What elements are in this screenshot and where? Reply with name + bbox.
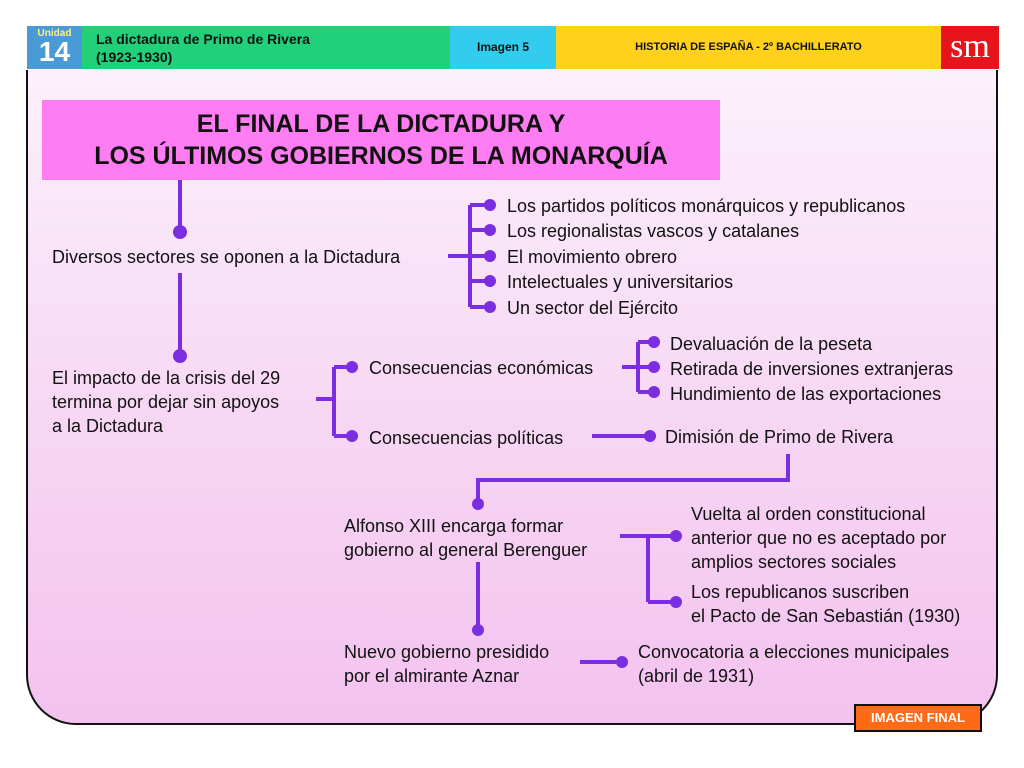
berenguer-result2-line2: el Pacto de San Sebastián (1930) bbox=[691, 606, 961, 626]
aznar-line1: Nuevo gobierno presidido bbox=[344, 642, 550, 662]
image-label: Imagen 5 bbox=[476, 40, 530, 54]
berenguer-result1-line3: amplios sectores sociales bbox=[691, 552, 897, 572]
main-title-line2: LOS ÚLTIMOS GOBIERNOS DE LA MONARQUÍA bbox=[94, 142, 668, 170]
main-title bbox=[42, 108, 720, 172]
dot-elecciones bbox=[616, 656, 628, 668]
dot-op-2 bbox=[484, 224, 496, 236]
dot-op-1 bbox=[484, 199, 496, 211]
elecciones-line2: (abril de 1931) bbox=[638, 666, 755, 686]
main-title-line1: EL FINAL DE LA DICTADURA Y bbox=[196, 110, 566, 138]
crisis-line1: El impacto de la crisis del 29 bbox=[52, 368, 281, 388]
dot-op-3 bbox=[484, 250, 496, 262]
dot-eco-1 bbox=[648, 336, 660, 348]
dot-eco-3 bbox=[648, 386, 660, 398]
dot-opposition bbox=[173, 225, 187, 239]
berenguer-result1-line2: anterior que no es aceptado por bbox=[691, 528, 947, 548]
dot-berenguer bbox=[472, 498, 484, 510]
dot-dimision bbox=[644, 430, 656, 442]
dimision-label: Dimisión de Primo de Rivera bbox=[665, 427, 894, 447]
berenguer-line1: Alfonso XIII encarga formar bbox=[344, 516, 564, 536]
unit-label: Unidad bbox=[37, 28, 72, 39]
final-image-button[interactable]: IMAGEN FINAL bbox=[854, 704, 982, 732]
opposition-item: Un sector del Ejército bbox=[507, 298, 679, 318]
economic-item: Retirada de inversiones extranjeras bbox=[670, 359, 954, 379]
connector-dimision-berenguer bbox=[478, 454, 788, 500]
dot-ber-2 bbox=[670, 596, 682, 608]
economic-item: Devaluación de la peseta bbox=[670, 334, 873, 354]
berenguer-line2: gobierno al general Berenguer bbox=[344, 540, 588, 560]
dot-crisis bbox=[173, 349, 187, 363]
header-title-line1: La dictadura de Primo de Rivera bbox=[96, 31, 310, 47]
dot-aznar bbox=[472, 624, 484, 636]
dot-op-4 bbox=[484, 275, 496, 287]
opposition-item: El movimiento obrero bbox=[507, 247, 678, 267]
elecciones-line1: Convocatoria a elecciones municipales bbox=[638, 642, 950, 662]
aznar-line2: por el almirante Aznar bbox=[344, 666, 520, 686]
unit-number: 14 bbox=[38, 36, 71, 67]
sm-logo-text: sm bbox=[950, 28, 990, 65]
course-label: HISTORIA DE ESPAÑA - 2º BACHILLERATO bbox=[635, 41, 862, 53]
opposition-item: Intelectuales y universitarios bbox=[507, 272, 734, 292]
dot-economic bbox=[346, 361, 358, 373]
dot-ber-1 bbox=[670, 530, 682, 542]
economic-label: Consecuencias económicas bbox=[369, 358, 594, 378]
dot-op-5 bbox=[484, 301, 496, 313]
berenguer-result1-line1: Vuelta al orden constitucional bbox=[691, 504, 926, 524]
economic-item: Hundimiento de las exportaciones bbox=[670, 384, 942, 404]
political-label: Consecuencias políticas bbox=[369, 428, 564, 448]
opposition-label: Diversos sectores se oponen a la Dictadura bbox=[52, 247, 401, 267]
dot-political bbox=[346, 430, 358, 442]
opposition-item: Los regionalistas vascos y catalanes bbox=[507, 221, 800, 241]
crisis-line3: a la Dictadura bbox=[52, 416, 164, 436]
header-title-line2: (1923-1930) bbox=[96, 49, 173, 65]
opposition-item: Los partidos políticos monárquicos y republicanos bbox=[507, 196, 906, 216]
crisis-line2: termina por dejar sin apoyos bbox=[52, 392, 280, 412]
berenguer-result2-line1: Los republicanos suscriben bbox=[691, 582, 910, 602]
dot-eco-2 bbox=[648, 361, 660, 373]
